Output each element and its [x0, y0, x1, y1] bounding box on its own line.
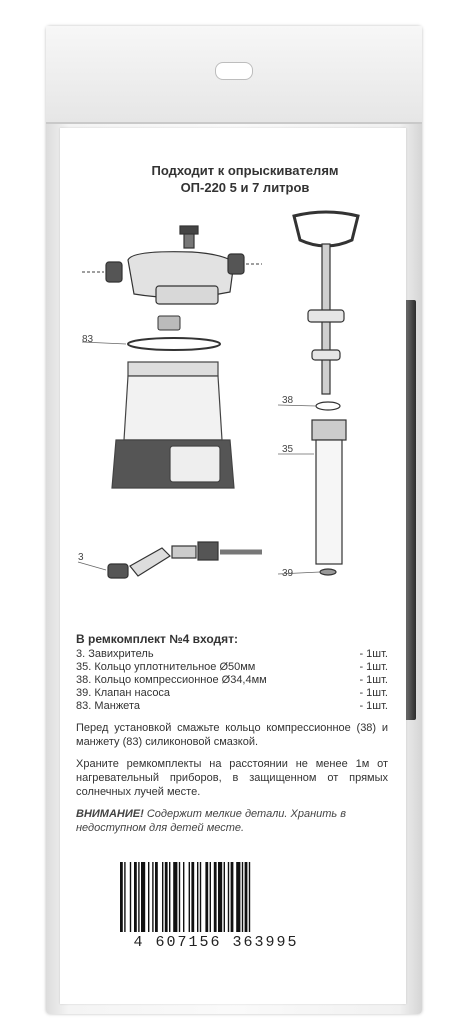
- barcode-bar: [148, 862, 149, 932]
- barcode-bar: [214, 862, 217, 932]
- kit-item-qty: - 1шт.: [359, 648, 388, 660]
- kit-item-qty: - 1шт.: [359, 687, 388, 699]
- kit-item-name: 38. Кольцо компрессионное Ø34,4мм: [76, 674, 267, 686]
- barcode-bar: [134, 862, 137, 932]
- barcode-bar: [183, 862, 184, 932]
- barcode-bar: [200, 862, 201, 932]
- kit-item-qty: - 1шт.: [359, 674, 388, 686]
- barcode-bar: [242, 862, 243, 932]
- label-38: 38: [282, 395, 294, 406]
- barcode-bar: [130, 862, 131, 932]
- barcode-bar: [165, 862, 168, 932]
- barcode-bar: [152, 862, 153, 932]
- nozzle-drawing: [108, 542, 262, 578]
- kit-section: [76, 632, 388, 835]
- barcode-bar: [224, 862, 225, 932]
- barcode-bar: [218, 862, 222, 932]
- barcode-number: 4 607156 363995: [133, 934, 299, 951]
- header-title: [100, 162, 390, 196]
- kit-item: [76, 700, 388, 713]
- header-line-1: Подходит к опрыскивателям: [151, 163, 339, 178]
- barcode-bar: [236, 862, 240, 932]
- barcode-bar: [205, 862, 208, 932]
- kit-item-name: 39. Клапан насоса: [76, 687, 171, 699]
- small-nut-drawing: [158, 316, 180, 330]
- barcode-bar: [162, 862, 163, 932]
- sprayer-cap-drawing: [82, 226, 262, 304]
- storage-instruction: Храните ремкомплекты на расстоянии не менее 1м от нагревательный приборов, в защищенном от прямых солнечных лучей месте.: [76, 758, 388, 798]
- kit-item: [76, 674, 388, 687]
- barcode-bar: [191, 862, 194, 932]
- barcode-bar: [249, 862, 250, 932]
- label-35: 35: [282, 444, 294, 455]
- label-83: 83: [82, 334, 94, 345]
- barcode-bar: [197, 862, 198, 932]
- barcode-bar: [124, 862, 125, 932]
- barcode-bar: [231, 862, 234, 932]
- warning-text: Содержит мелкие детали. Хранить в недоступном для детей месте.: [76, 808, 346, 834]
- pump-drawing: [294, 212, 358, 575]
- barcode-bar: [155, 862, 158, 932]
- kit-item: [76, 687, 388, 700]
- barcode-bar: [210, 862, 211, 932]
- barcode-bar: [228, 862, 229, 932]
- barcode-bar: [120, 862, 123, 932]
- barcode-bar: [173, 862, 177, 932]
- header-line-2: ОП-220 5 и 7 литров: [180, 180, 310, 195]
- kit-item-name: 35. Кольцо уплотнительное Ø50мм: [76, 661, 256, 673]
- lubrication-instruction: Перед установкой смажьте кольцо компрессионное (38) и манжету (83) силиконовой смазкой.: [76, 722, 388, 748]
- kit-item-name: 3. Завихритель: [76, 648, 154, 660]
- barcode-bar: [169, 862, 170, 932]
- kit-title: В ремкомплект №4 входят:: [76, 632, 239, 646]
- label-3: 3: [78, 552, 84, 563]
- barcode-bar: [141, 862, 145, 932]
- cuff-83-drawing: [128, 338, 220, 350]
- barcode-bar: [179, 862, 180, 932]
- kit-item-qty: - 1шт.: [359, 661, 388, 673]
- kit-item-qty: - 1шт.: [359, 700, 388, 712]
- parts-diagram: [62, 200, 362, 590]
- hang-hole: [215, 62, 253, 80]
- kit-item: [76, 661, 388, 674]
- kit-item-name: 83. Манжета: [76, 700, 140, 712]
- kit-item: [76, 648, 388, 661]
- tank-drawing: [112, 362, 234, 488]
- warning-note: [76, 807, 388, 835]
- barcode-bar: [189, 862, 190, 932]
- warning-label: ВНИМАНИЕ!: [76, 808, 144, 820]
- barcode-bar: [245, 862, 248, 932]
- barcode-bar: [138, 862, 139, 932]
- label-39: 39: [282, 568, 294, 579]
